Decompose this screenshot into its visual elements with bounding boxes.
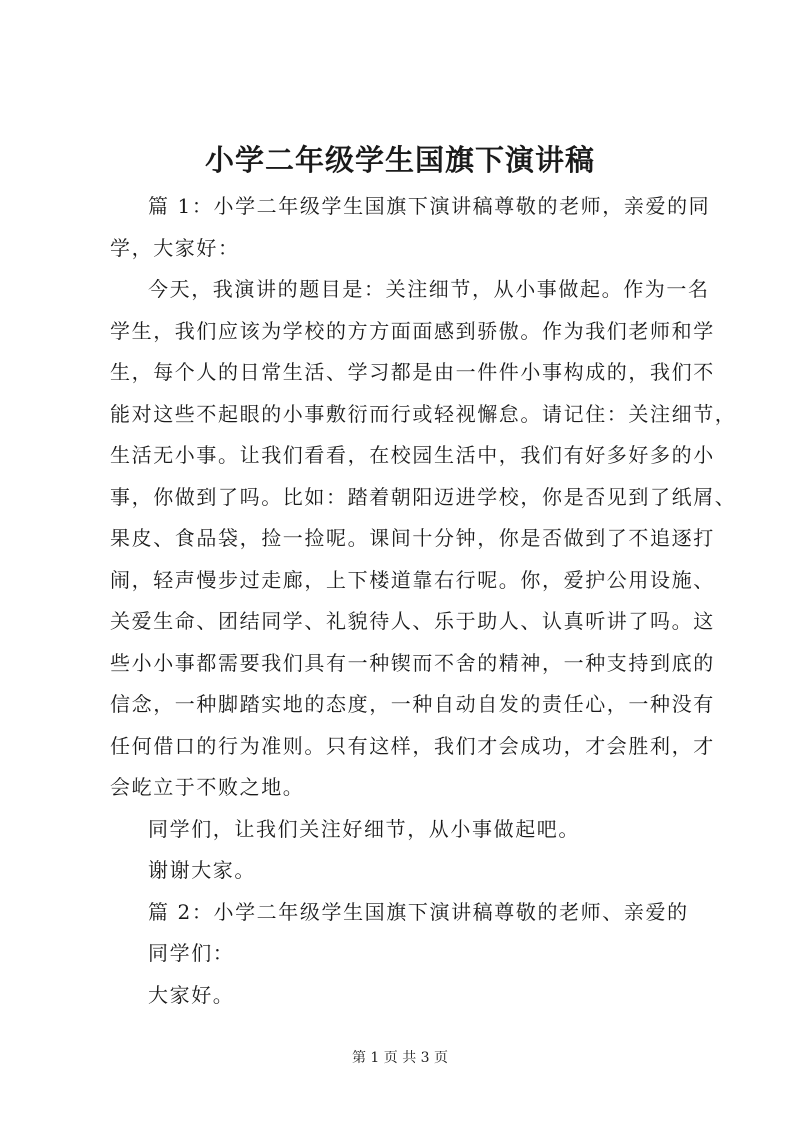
text-line: 大家好。 xyxy=(148,982,235,1007)
text-line: 今天，我演讲的题目是：关注细节，从小事做起。作为一名 xyxy=(148,277,710,301)
text-line: 生活无小事。让我们看看，在校园生活中，我们有好多好多的小 xyxy=(110,443,715,467)
text-line: 同学们，让我们关注好细节，从小事做起吧。 xyxy=(148,816,580,841)
text-line: 谢谢大家。 xyxy=(148,858,256,882)
text-line: 任何借口的行为准则。只有这样，我们才会成功，才会胜利，才 xyxy=(110,733,715,758)
text-line: 同学们： xyxy=(148,941,235,965)
text-line: 篇 1：小学二年级学生国旗下演讲稿尊敬的老师，亲爱的同 xyxy=(148,194,711,218)
text-line: 篇 2：小学二年级学生国旗下演讲稿尊敬的老师、亲爱的 xyxy=(148,899,689,924)
text-line: 关爱生命、团结同学、礼貌待人、乐于助人、认真听讲了吗。这 xyxy=(110,609,715,633)
text-line: 学生，我们应该为学校的方方面面感到骄傲。作为我们老师和学 xyxy=(110,318,715,343)
text-line: 生，每个人的日常生活、学习都是由一件件小事构成的，我们不 xyxy=(110,360,715,384)
text-line: 事，你做到了吗。比如：踏着朝阳迈进学校，你是否见到了纸屑、 xyxy=(110,484,737,509)
text-line: 信念，一种脚踏实地的态度，一种自动自发的责任心，一种没有 xyxy=(110,692,715,716)
text-line: 些小小事都需要我们具有一种锲而不舍的精神，一种支持到底的 xyxy=(110,650,715,675)
text-line: 能对这些不起眼的小事敷衍而行或轻视懈怠。请记住：关注细节， xyxy=(110,401,737,426)
page-footer: 第 1 页 共 3 页 xyxy=(351,1050,449,1066)
document-title: 小学二年级学生国旗下演讲稿 xyxy=(204,143,595,177)
text-line: 学，大家好： xyxy=(110,235,240,260)
text-line: 果皮、食品袋，捡一捡呢。课间十分钟，你是否做到了不追逐打 xyxy=(110,526,715,550)
text-line: 会屹立于不败之地。 xyxy=(110,775,305,799)
text-line: 闹，轻声慢步过走廊，上下楼道靠右行呢。你，爱护公用设施、 xyxy=(110,567,715,592)
